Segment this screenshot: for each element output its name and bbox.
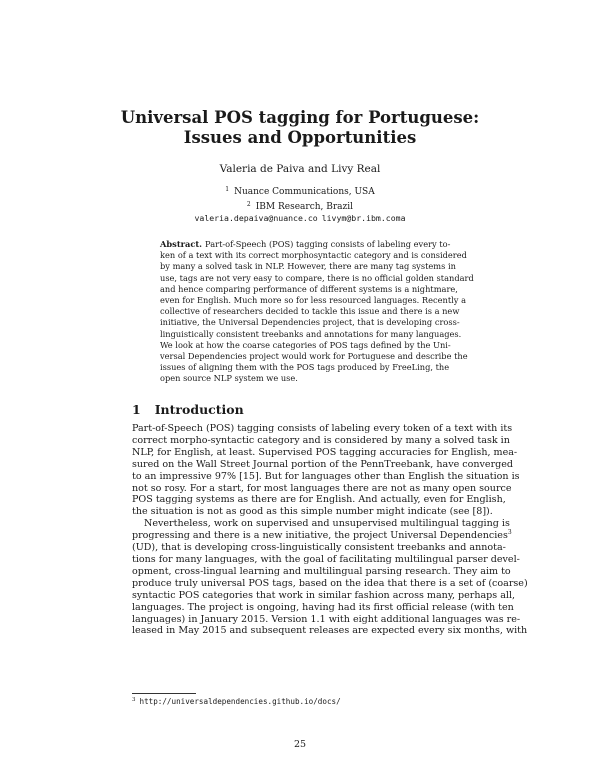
body-line xyxy=(132,529,512,542)
body-line: tions for many languages, with the goal of facilitating multilingual parser devel- xyxy=(132,553,520,565)
body-line: leased in May 2015 and subsequent releases are expected every six months, with xyxy=(132,625,528,637)
body-line: sured on the Wall Street Journal portion of the PennTreebank, have converged xyxy=(132,458,513,470)
body-line: languages) in January 2015. Version 1.1 with eight additional languages was re- xyxy=(132,613,521,625)
body-line: opment, cross-lingual learning and multilingual parsing research. They aim to xyxy=(132,565,511,577)
body-line: (UD), that is developing cross-linguistically consistent treebanks and annota- xyxy=(132,542,506,554)
abstract xyxy=(160,239,474,385)
body-line: POS tagging systems as there are for English. And actually, even for English, xyxy=(132,494,506,506)
body-line: Part-of-Speech (POS) tagging consists of labeling every token of a text with its xyxy=(132,423,513,434)
body-line: syntactic POS categories that work in similar fashion across many, perhaps all, xyxy=(132,589,516,601)
title-line-2: Issues and Opportunities xyxy=(183,128,417,147)
footnote-ref[interactable]: 3 xyxy=(507,529,512,537)
abstract-line: use, tags are not very easy to compare, there is no official golden standard xyxy=(160,272,474,283)
email-1: valeria.depaiva@nuance.co xyxy=(194,213,318,223)
footnote-mark: 3 xyxy=(132,697,136,703)
affiliations xyxy=(0,184,600,225)
paper-title xyxy=(0,108,600,148)
body-line: not so rosy. For a start, for most languages there are not as many open source xyxy=(132,482,512,494)
body-line: produce truly universal POS tags, based on the idea that there is a set of (coarse) xyxy=(132,577,528,589)
footnote-divider xyxy=(132,693,196,694)
abstract-line xyxy=(160,239,451,250)
affiliation-name: IBM Research, Brazil xyxy=(255,201,354,212)
affiliation-mark: 1 xyxy=(225,186,230,193)
body-line: correct morpho-syntactic category and is considered by many a solved task in xyxy=(132,434,510,446)
abstract-line: versal Dependencies project would work for Portuguese and describe the xyxy=(160,351,468,362)
affiliation-1 xyxy=(0,184,600,199)
abstract-line: even for English. Much more so for less resourced languages. Recently a xyxy=(160,295,466,306)
section-heading xyxy=(132,402,244,417)
affiliation-2 xyxy=(0,199,600,214)
section-number: 1 xyxy=(132,402,141,417)
abstract-line: initiative, the Universal Dependencies project, that is developing cross- xyxy=(160,317,460,328)
body-line: to an impressive 97% [15]. But for languages other than English the situation is xyxy=(132,470,520,482)
email-2: livym@br.ibm.coma xyxy=(321,213,406,223)
body-text xyxy=(132,423,528,637)
abstract-line: We look at how the coarse categories of POS tags defined by the Uni- xyxy=(160,339,451,350)
affiliation-mark: 2 xyxy=(246,200,251,208)
body-line: the situation is not as good as this simple number might indicate (see [8]). xyxy=(132,506,493,518)
footnote-url[interactable]: http://universaldependencies.github.io/docs/ xyxy=(139,697,341,706)
abstract-line: open source NLP system we use. xyxy=(160,373,298,384)
body-line: languages. The project is ongoing, having had its first official release (with ten xyxy=(132,601,514,613)
abstract-line-text: Part-of-Speech (POS) tagging consists of labeling every to- xyxy=(205,239,451,249)
page-number: 25 xyxy=(293,739,307,750)
affiliation-name: Nuance Communications, USA xyxy=(234,187,375,197)
author-names: Valeria de Paiva and Livy Real xyxy=(219,163,381,175)
title-line-1: Universal POS tagging for Portuguese: xyxy=(120,108,480,127)
abstract-line: issues of aligning them with the POS tags produced by FreeLing, the xyxy=(160,362,450,373)
body-line: NLP, for English, at least. Supervised POS tagging accuracies for English, mea- xyxy=(132,446,518,458)
body-line-text: progressing and there is a new initiative, the project Universal Dependencies xyxy=(132,530,508,542)
author-emails xyxy=(0,213,600,225)
footnote xyxy=(132,697,341,706)
abstract-label: Abstract. xyxy=(160,239,203,249)
abstract-line: linguistically consistent treebanks and annotations for many languages. xyxy=(160,328,462,339)
abstract-line: ken of a text with its correct morphosyntactic category and is considered xyxy=(160,250,467,261)
section-title: Introduction xyxy=(154,402,244,417)
abstract-line: and hence comparing performance of different systems is a nightmare, xyxy=(160,283,458,294)
abstract-line: by many a solved task in NLP. However, there are many tag systems in xyxy=(160,261,456,272)
body-line: Nevertheless, work on supervised and unsupervised multilingual tagging is xyxy=(144,518,510,530)
abstract-line: collective of researchers decided to tackle this issue and there is a new xyxy=(160,306,460,317)
